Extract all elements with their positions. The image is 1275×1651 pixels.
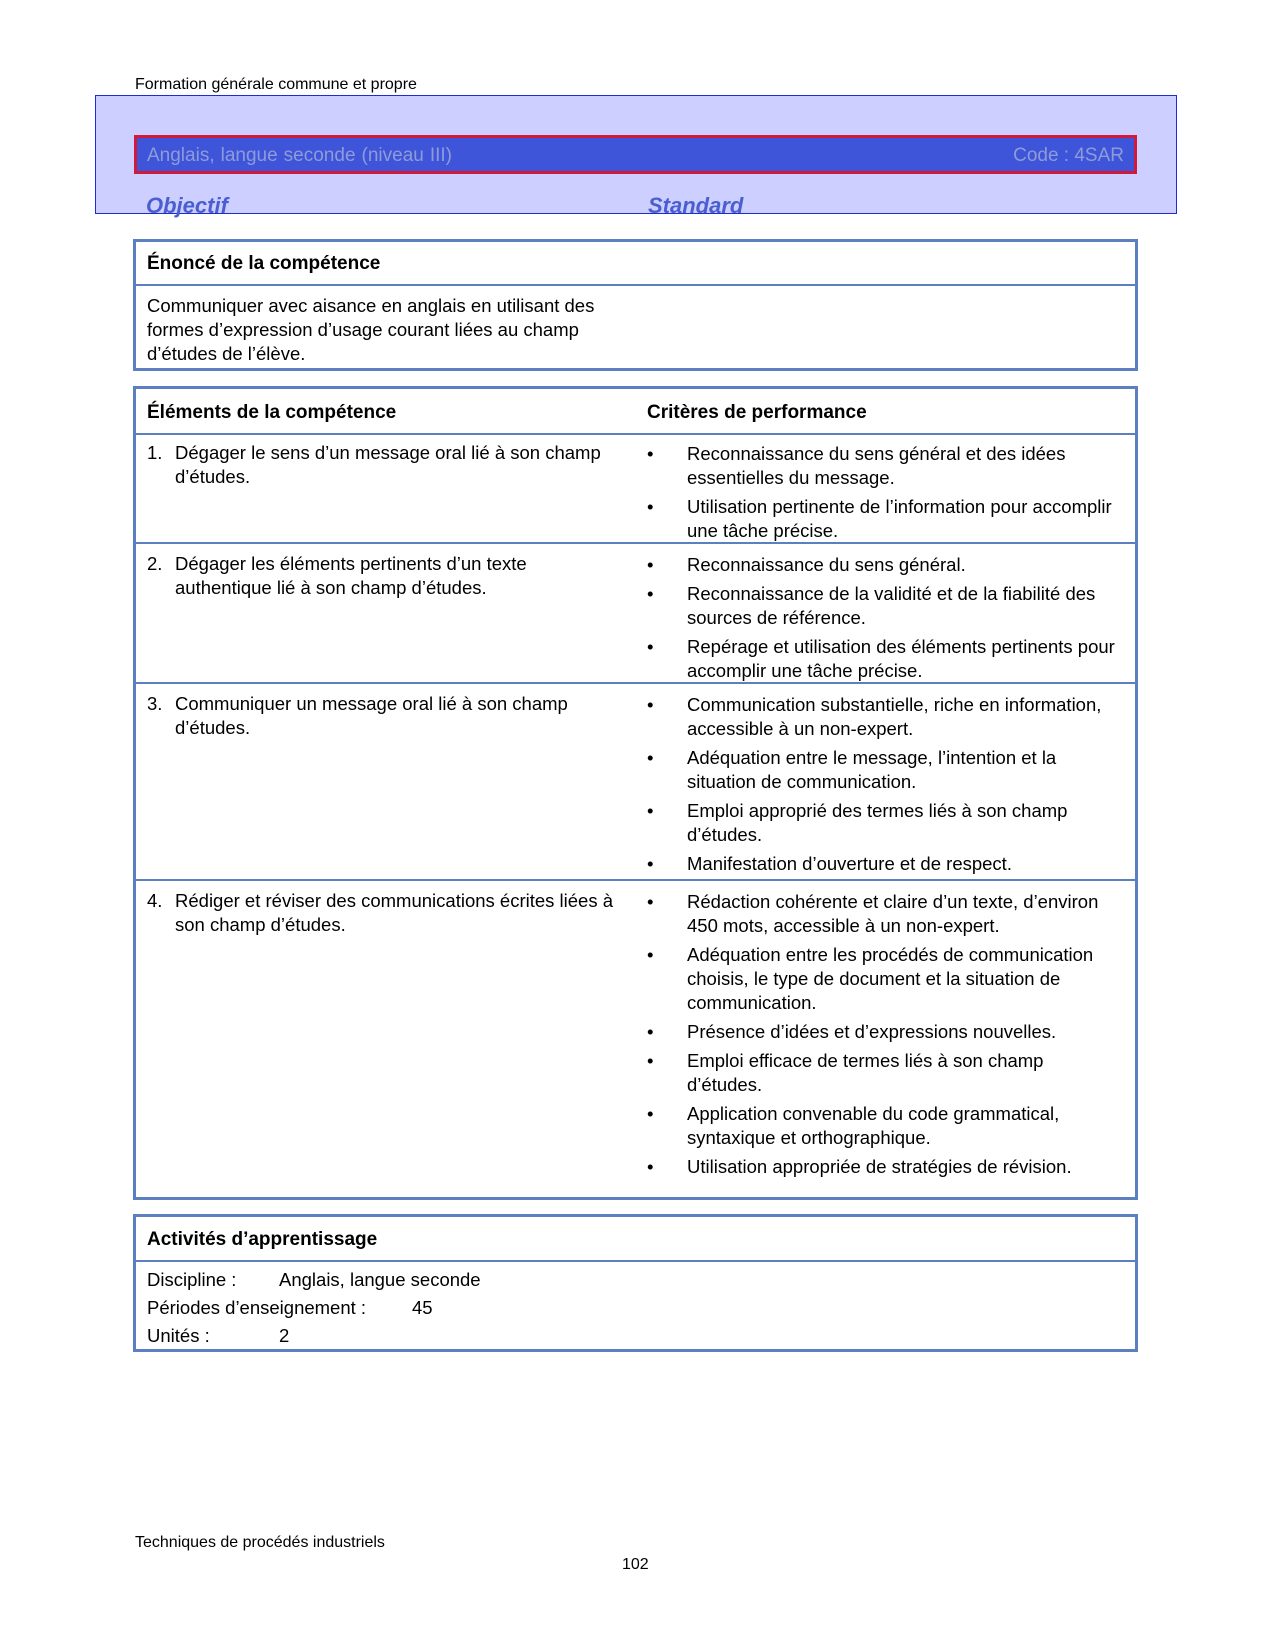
course-title-word: langue — [220, 145, 278, 166]
discipline-line — [147, 1266, 1135, 1294]
criteria-text: Application convenable du code grammatical, syntaxique et orthographique. — [687, 1103, 1060, 1148]
criteria-heading: Critères de performance — [647, 402, 867, 423]
criteria-item — [647, 1049, 1122, 1097]
course-title-word: Anglais, — [147, 145, 215, 166]
criteria-text: Reconnaissance du sens général. — [687, 554, 966, 575]
criteria-list — [647, 442, 1122, 548]
element-number: 2. — [147, 553, 163, 574]
criteria-list — [647, 693, 1122, 881]
criteria-text: Manifestation d’ouverture et de respect. — [687, 853, 1012, 874]
bullet-icon: • — [647, 853, 654, 874]
element-text: Communiquer un message oral lié à son champ d’études. — [175, 693, 568, 738]
course-title-word: III) — [429, 145, 453, 166]
enonce-box — [133, 239, 1138, 371]
elements-heading: Éléments de la compétence — [147, 402, 397, 423]
course-title — [147, 145, 458, 167]
standard-heading: Standard — [648, 193, 744, 218]
criteria-list — [647, 553, 1122, 688]
criteria-list — [647, 890, 1122, 1184]
bullet-icon: • — [647, 583, 654, 604]
element-cell — [147, 552, 617, 600]
element-text: Dégager les éléments pertinents d’un texte authentique lié à son champ d’études. — [175, 553, 527, 598]
course-title-bar — [134, 135, 1137, 174]
criteria-item — [647, 1102, 1122, 1150]
bullet-icon: • — [647, 694, 654, 715]
enonce-text: Communiquer avec aisance en anglais en utilisant des formes d’expression d’usage courant liées au champ d’études de l’élève. — [147, 295, 595, 364]
elements-table — [133, 386, 1138, 1200]
header-top-label: Formation générale commune et propre — [135, 76, 417, 93]
bullet-icon: • — [647, 1156, 654, 1177]
element-cell — [147, 441, 617, 489]
course-code-value: 4SAR — [1074, 145, 1124, 166]
objective-heading: Objectif — [146, 193, 228, 218]
element-cell — [147, 692, 617, 740]
criteria-item — [647, 890, 1122, 938]
element-number: 4. — [147, 890, 163, 911]
activites-body — [136, 1262, 1135, 1350]
criteria-text: Reconnaissance de la validité et de la fiabilité des sources de référence. — [687, 583, 1096, 628]
discipline-label: Discipline : — [147, 1269, 237, 1290]
footer-program: Techniques de procédés industriels — [135, 1534, 385, 1551]
criteria-text: Emploi efficace de termes liés à son champ d’études. — [687, 1050, 1044, 1095]
course-code-label: Code : — [1013, 145, 1070, 166]
enonce-heading: Énoncé de la compétence — [136, 242, 1135, 286]
bullet-icon: • — [647, 1021, 654, 1042]
element-text: Dégager le sens d’un message oral lié à son champ d’études. — [175, 442, 601, 487]
criteria-item — [647, 693, 1122, 741]
table-row — [136, 684, 1135, 881]
criteria-text: Utilisation pertinente de l’information pour accomplir une tâche précise. — [687, 496, 1112, 541]
page-number: 102 — [622, 1556, 649, 1573]
activites-heading: Activités d’apprentissage — [136, 1217, 1135, 1262]
bullet-icon: • — [647, 443, 654, 464]
course-title-word: seconde — [283, 145, 356, 166]
criteria-item — [647, 582, 1122, 630]
criteria-text: Présence d’idées et d’expressions nouvelles. — [687, 1021, 1057, 1042]
criteria-text: Adéquation entre le message, l’intention et la situation de communication. — [687, 747, 1057, 792]
criteria-item — [647, 799, 1122, 847]
element-text: Rédiger et réviser des communications écrites liées à son champ d’études. — [175, 890, 614, 935]
bullet-icon: • — [647, 944, 654, 965]
bullet-icon: • — [647, 636, 654, 657]
activites-box — [133, 1214, 1138, 1352]
criteria-item — [647, 852, 1122, 876]
periodes-line — [147, 1294, 1135, 1322]
criteria-text: Utilisation appropriée de stratégies de révision. — [687, 1156, 1072, 1177]
bullet-icon: • — [647, 1103, 654, 1124]
criteria-item — [647, 746, 1122, 794]
criteria-item — [647, 1155, 1122, 1179]
criteria-item — [647, 943, 1122, 1015]
course-code — [1013, 145, 1124, 167]
criteria-item — [647, 1020, 1122, 1044]
course-title-word: (niveau — [361, 145, 424, 166]
criteria-text: Rédaction cohérente et claire d’un texte, d’environ 450 mots, accessible à un non-expert. — [687, 891, 1099, 936]
unites-line — [147, 1322, 1135, 1350]
criteria-text: Communication substantielle, riche en information, accessible à un non-expert. — [687, 694, 1102, 739]
table-row — [136, 544, 1135, 684]
criteria-item — [647, 553, 1122, 577]
elements-header — [136, 389, 1135, 435]
bullet-icon: • — [647, 891, 654, 912]
bullet-icon: • — [647, 800, 654, 821]
periodes-label: Périodes d’enseignement : — [147, 1297, 367, 1318]
criteria-item — [647, 495, 1122, 543]
unites-label: Unités : — [147, 1325, 210, 1346]
criteria-text: Reconnaissance du sens général et des idées essentielles du message. — [687, 443, 1066, 488]
criteria-text: Repérage et utilisation des éléments pertinents pour accomplir une tâche précise. — [687, 636, 1115, 681]
criteria-item — [647, 635, 1122, 683]
bullet-icon: • — [647, 554, 654, 575]
bullet-icon: • — [647, 747, 654, 768]
discipline-value: Anglais, langue seconde — [279, 1269, 481, 1290]
unites-value: 2 — [279, 1325, 290, 1346]
element-number: 3. — [147, 693, 163, 714]
periodes-value: 45 — [412, 1297, 433, 1318]
criteria-item — [647, 442, 1122, 490]
bullet-icon: • — [647, 496, 654, 517]
criteria-text: Adéquation entre les procédés de communication choisis, le type de document et la situation de communication. — [687, 944, 1094, 1013]
bullet-icon: • — [647, 1050, 654, 1071]
table-row — [136, 881, 1135, 1195]
table-row — [136, 433, 1135, 544]
criteria-text: Emploi approprié des termes liés à son champ d’études. — [687, 800, 1068, 845]
element-cell — [147, 889, 617, 937]
element-number: 1. — [147, 442, 163, 463]
